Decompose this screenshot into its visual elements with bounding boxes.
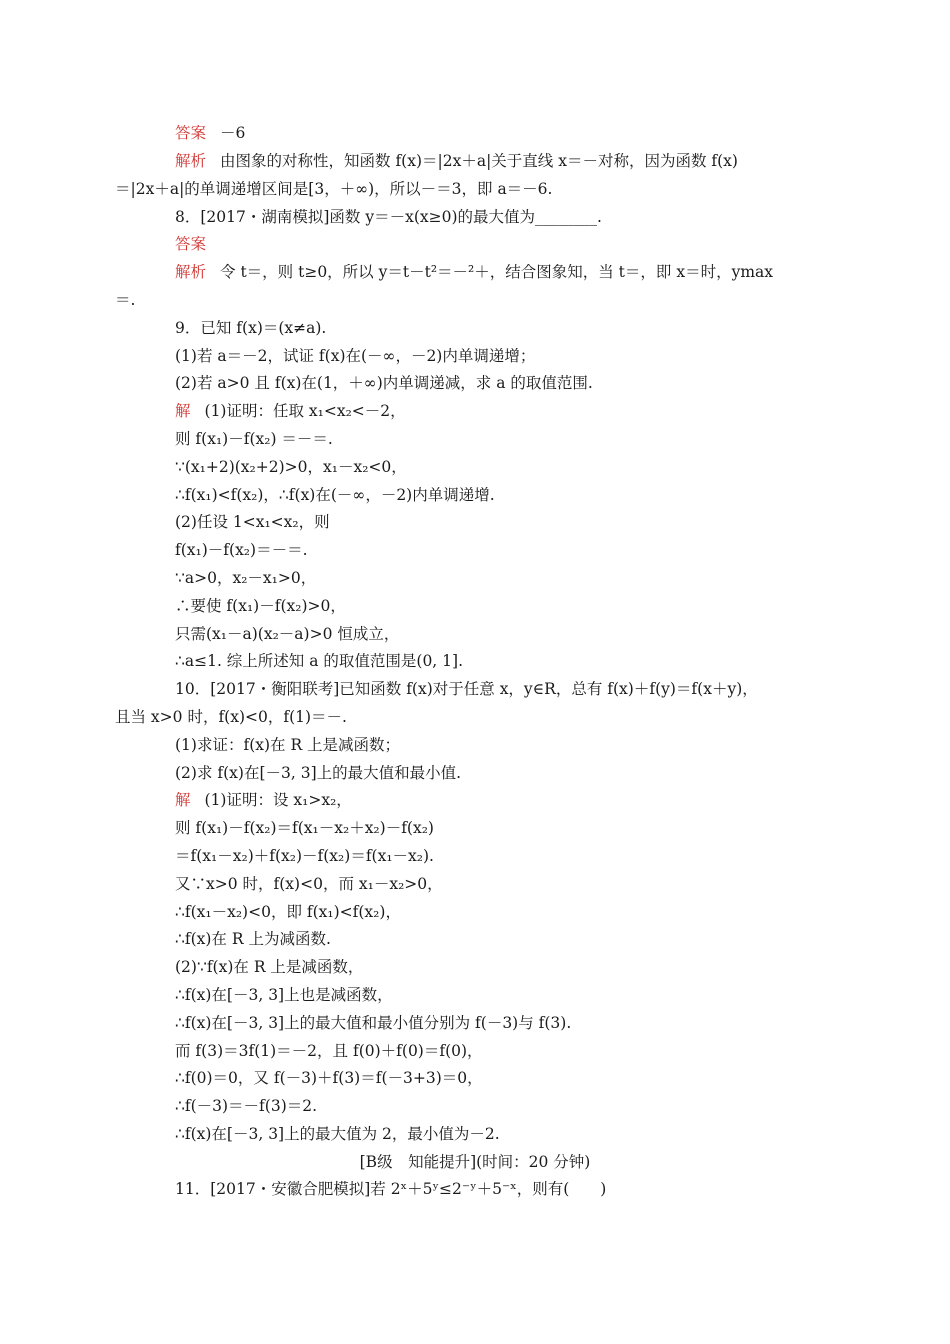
text-line: (2)若 a>0 且 f(x)在(1，＋∞)内单调递减，求 a 的取值范围. (175, 374, 593, 392)
text-line: ∵a>0，x₂－x₁>0， (175, 569, 317, 587)
line-text: －6 (220, 124, 246, 142)
text-line: (2)任设 1<x₁<x₂，则 (175, 513, 330, 531)
text-line: ＝. (115, 291, 136, 309)
text-line: f(x₁)－f(x₂)＝－＝. (175, 541, 308, 559)
text-line: ∴f(x)在 R 上为减函数. (175, 930, 331, 948)
answer-line (175, 122, 245, 144)
answer-label: 答案 (175, 235, 207, 253)
question-11: 11．[2017・安徽合肥模拟]若 2ˣ＋5ʸ≤2⁻ʸ＋5⁻ˣ，则有( ) (175, 1180, 607, 1198)
text-line: ∴f(x₁)<f(x₂)，∴f(x)在(－∞，－2)内单调递增. (175, 486, 495, 504)
line-text: 由图象的对称性，知函数 f(x)＝|2x＋a|关于直线 x＝－对称，因为函数 f(x) (220, 152, 738, 170)
analysis-line (175, 150, 738, 172)
section-heading: [B级 知能提升](时间：20 分钟) (359, 1153, 591, 1171)
text-line: ∴要使 f(x₁)－f(x₂)>0， (175, 597, 346, 615)
text-line: ∴f(x)在[－3, 3]上也是减函数， (175, 986, 393, 1004)
text-line: ∴a≤1. 综上所述知 a 的取值范围是(0, 1]. (175, 652, 463, 670)
answer-label: 答案 (175, 124, 207, 142)
text-line: 只需(x₁－a)(x₂－a)>0 恒成立， (175, 625, 400, 643)
analysis-label: 解析 (175, 263, 207, 281)
question-10: 10．[2017・衡阳联考]已知函数 f(x)对于任意 x，y∈R，总有 f(x)＋f(y)＝f(x＋y)， (175, 680, 758, 698)
text-line: 而 f(3)＝3f(1)＝－2，且 f(0)＋f(0)＝f(0)， (175, 1042, 483, 1060)
solution-label: 解 (175, 791, 191, 809)
question-9: 9．已知 f(x)＝(x≠a). (175, 319, 327, 337)
line-text: (1)证明：任取 x₁<x₂<－2， (204, 402, 406, 420)
text-line: ∵(x₁+2)(x₂+2)>0，x₁－x₂<0， (175, 458, 407, 476)
text-line: 则 f(x₁)－f(x₂)＝f(x₁－x₂＋x₂)－f(x₂) (175, 819, 434, 837)
text-line: ＝f(x₁－x₂)＋f(x₂)－f(x₂)＝f(x₁－x₂). (175, 847, 434, 865)
text-line: ∴f(0)＝0，又 f(－3)＋f(3)＝f(－3+3)＝0， (175, 1069, 483, 1087)
text-line: ＝|2x＋a|的单调递增区间是[3，＋∞)，所以－＝3，即 a＝－6. (115, 180, 553, 198)
text-line: ∴f(x₁－x₂)<0，即 f(x₁)<f(x₂)， (175, 903, 401, 921)
line-text: (1)证明：设 x₁>x₂， (204, 791, 352, 809)
solution-line (175, 400, 406, 422)
line-text: 令 t＝，则 t≥0，所以 y＝t－t²＝－²＋，结合图象知，当 t＝，即 x＝时，ymax (220, 263, 774, 281)
text-line: (2)∵f(x)在 R 上是减函数， (175, 958, 364, 976)
text-line: ∴f(x)在[－3, 3]上的最大值和最小值分别为 f(－3)与 f(3). (175, 1014, 572, 1032)
analysis-line (175, 261, 773, 283)
text-line: 且当 x>0 时，f(x)<0，f(1)＝－. (115, 708, 347, 726)
text-line: (1)求证：f(x)在 R 上是减函数； (175, 736, 401, 754)
text-line: ∴f(－3)＝－f(3)＝2. (175, 1097, 318, 1115)
analysis-label: 解析 (175, 152, 207, 170)
text-line: 则 f(x₁)－f(x₂) ＝－＝. (175, 430, 333, 448)
solution-label: 解 (175, 402, 191, 420)
text-line: (1)若 a＝－2，试证 f(x)在(－∞，－2)内单调递增； (175, 347, 536, 365)
answer-line (175, 233, 220, 255)
text-line: (2)求 f(x)在[－3, 3]上的最大值和最小值. (175, 764, 462, 782)
text-line: 又∵x>0 时，f(x)<0，而 x₁－x₂>0， (175, 875, 443, 893)
text-line: ∴f(x)在[－3, 3]上的最大值为 2，最小值为－2. (175, 1125, 500, 1143)
solution-line (175, 789, 352, 811)
question-8: 8．[2017・湖南模拟]函数 y＝－x(x≥0)的最大值为________. (175, 208, 602, 226)
